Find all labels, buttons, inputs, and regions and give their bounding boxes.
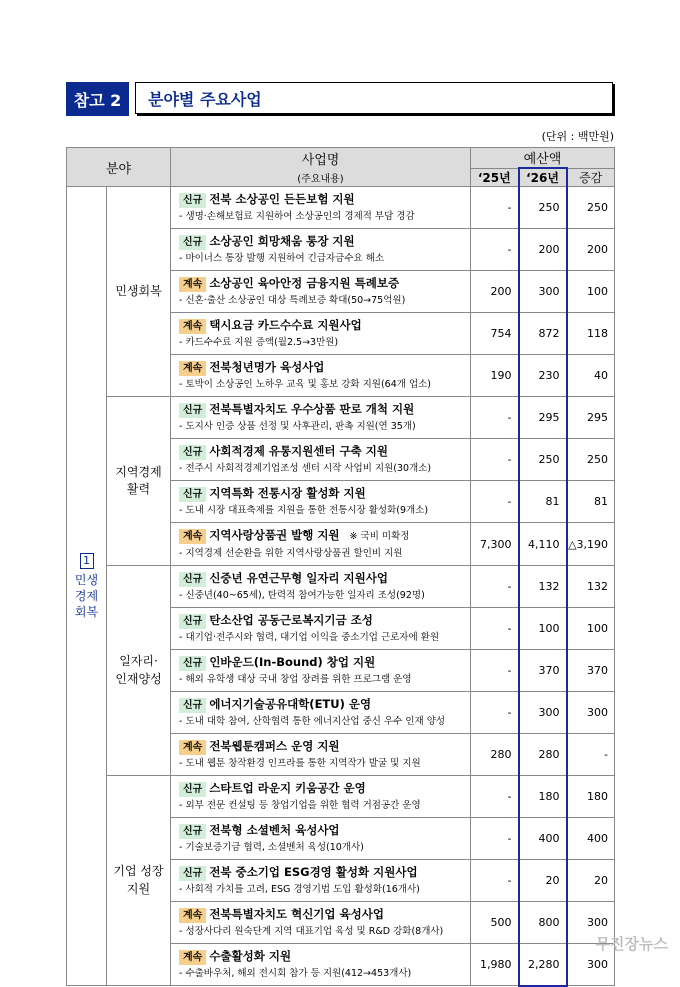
project-description: - 카드수수료 지원 증액(월2.5→3만원) — [179, 337, 339, 348]
budget-diff-cell: 40 — [567, 355, 615, 397]
project-cell — [171, 229, 471, 271]
project-title-line — [179, 696, 466, 713]
budget-2025-cell: - — [471, 860, 519, 902]
budget-2026-cell: 230 — [519, 355, 567, 397]
budget-diff-cell: 295 — [567, 397, 615, 439]
budget-2025-cell: 1,980 — [471, 944, 519, 986]
table-row — [67, 776, 615, 818]
budget-2026-cell: 81 — [519, 481, 567, 523]
project-description: - 마이너스 통장 발행 지원하여 긴급자금수요 해소 — [179, 253, 385, 264]
budget-diff-cell: 118 — [567, 313, 615, 355]
project-cell — [171, 650, 471, 692]
continuing-tag: 계속 — [179, 740, 206, 755]
budget-2025-cell: - — [471, 229, 519, 271]
budget-2026-cell: 300 — [519, 692, 567, 734]
project-description: - 기술보증기금 협력, 소셜벤처 육성(10개사) — [179, 842, 364, 853]
budget-2025-cell: - — [471, 692, 519, 734]
budget-2025-cell: 280 — [471, 734, 519, 776]
project-title-line — [179, 780, 466, 797]
category-cell — [67, 187, 107, 986]
table-row — [67, 397, 615, 439]
watermark: 무진장뉴스 — [595, 935, 668, 953]
project-title-line — [179, 570, 466, 587]
budget-diff-cell: 180 — [567, 776, 615, 818]
project-description: - 도내 웹툰 창작환경 인프라를 통한 지역작가 발굴 및 지원 — [179, 758, 421, 769]
project-description: - 신중년(40~65세), 탄력적 참여가능한 일자리 조성(92명) — [179, 590, 425, 601]
new-tag: 신규 — [179, 572, 206, 587]
project-title: 소상공인 희망채움 통장 지원 — [209, 234, 355, 248]
unit-label: (단위 : 백만원) — [541, 130, 614, 143]
project-title: 사회적경제 유통지원센터 구축 지원 — [209, 444, 388, 458]
budget-2025-cell: 754 — [471, 313, 519, 355]
budget-2025-cell: - — [471, 818, 519, 860]
project-title-line — [179, 527, 466, 545]
project-title-line — [179, 906, 466, 923]
project-title-line — [179, 317, 466, 334]
project-cell — [171, 313, 471, 355]
project-cell — [171, 944, 471, 986]
budget-2025-cell: 200 — [471, 271, 519, 313]
table-row — [67, 187, 615, 229]
budget-2025-cell: - — [471, 397, 519, 439]
budget-2026-cell: 400 — [519, 818, 567, 860]
project-title: 전북특별자치도 혁신기업 육성사업 — [209, 907, 384, 921]
budget-diff-cell: 400 — [567, 818, 615, 860]
table-body — [67, 187, 615, 986]
budget-2026-cell: 20 — [519, 860, 567, 902]
budget-diff-cell: 100 — [567, 608, 615, 650]
project-cell — [171, 481, 471, 523]
project-title-line — [179, 864, 466, 881]
budget-2025-cell: 500 — [471, 902, 519, 944]
project-title-line — [179, 401, 466, 418]
header-business — [171, 148, 471, 187]
new-tag: 신규 — [179, 698, 206, 713]
budget-table — [66, 147, 615, 987]
budget-2026-cell: 280 — [519, 734, 567, 776]
project-cell — [171, 902, 471, 944]
project-cell — [171, 355, 471, 397]
project-note: ※ 국비 미확정 — [349, 531, 410, 542]
project-description: - 신혼·출산 소상공인 대상 특례보증 확대(50→75억원) — [179, 295, 406, 306]
project-cell — [171, 734, 471, 776]
category-number: 1 — [80, 553, 94, 569]
new-tag: 신규 — [179, 782, 206, 797]
project-title: 전북특별자치도 우수상품 판로 개척 지원 — [209, 402, 415, 416]
continuing-tag: 계속 — [179, 908, 206, 923]
project-title-line — [179, 191, 466, 208]
budget-2026-cell: 370 — [519, 650, 567, 692]
continuing-tag: 계속 — [179, 529, 206, 544]
project-description: - 대기업·전주시와 협력, 대기업 이익을 중소기업 근로자에 환원 — [179, 632, 440, 643]
project-title: 전북형 소셜벤처 육성사업 — [209, 823, 340, 837]
header-field: 분야 — [67, 148, 171, 187]
new-tag: 신규 — [179, 235, 206, 250]
project-title-line — [179, 654, 466, 671]
budget-2026-cell: 4,110 — [519, 523, 567, 566]
project-cell — [171, 523, 471, 566]
budget-2026-cell: 180 — [519, 776, 567, 818]
project-title-line — [179, 359, 466, 376]
project-cell — [171, 439, 471, 481]
new-tag: 신규 — [179, 487, 206, 502]
header-2025: ‘25년 — [471, 168, 519, 187]
project-description: - 성장사다리 원숙단계 지역 대표기업 육성 및 R&D 강화(8개사) — [179, 926, 444, 937]
project-cell — [171, 692, 471, 734]
budget-2025-cell: - — [471, 439, 519, 481]
budget-2026-cell: 2,280 — [519, 944, 567, 986]
project-title: 탄소산업 공동근로복지기금 조성 — [209, 613, 373, 627]
project-title-line — [179, 822, 466, 839]
budget-2026-cell: 300 — [519, 271, 567, 313]
project-title: 신중년 유연근무형 일자리 지원사업 — [209, 571, 388, 585]
project-title: 택시요금 카드수수료 지원사업 — [209, 318, 362, 332]
project-description: - 지역경제 선순환을 위한 지역사랑상품권 할인비 지원 — [179, 548, 403, 559]
budget-diff-cell: 370 — [567, 650, 615, 692]
budget-2025-cell: - — [471, 566, 519, 608]
continuing-tag: 계속 — [179, 361, 206, 376]
project-title: 에너지기술공유대학(ETU) 운영 — [209, 697, 372, 711]
project-title: 지역특화 전통시장 활성화 지원 — [209, 486, 366, 500]
table-row — [67, 566, 615, 608]
header-2026: ‘26년 — [519, 168, 567, 187]
project-description: - 해외 유학생 대상 국내 창업 장려를 위한 프로그램 운영 — [179, 674, 412, 685]
new-tag: 신규 — [179, 824, 206, 839]
project-description: - 도지사 인증 상품 선정 및 사후관리, 판촉 지원(연 35개) — [179, 421, 416, 432]
budget-2025-cell: 7,300 — [471, 523, 519, 566]
header-budget: 예산액 — [471, 148, 615, 169]
budget-2025-cell: - — [471, 608, 519, 650]
header-diff: 증감 — [567, 168, 615, 187]
subcategory-cell: 지역경제 활력 — [107, 397, 171, 566]
header-business-sub: (주요내용) — [297, 174, 344, 185]
new-tag: 신규 — [179, 614, 206, 629]
budget-2025-cell: - — [471, 187, 519, 229]
new-tag: 신규 — [179, 866, 206, 881]
budget-2026-cell: 250 — [519, 187, 567, 229]
project-description: - 외부 전문 컨설팅 등 창업기업을 위한 협력 거점공간 운영 — [179, 800, 421, 811]
budget-diff-cell: 81 — [567, 481, 615, 523]
section-title: 분야별 주요사업 — [135, 82, 613, 114]
project-cell — [171, 566, 471, 608]
project-cell — [171, 397, 471, 439]
category-name: 민생경제회복 — [74, 572, 99, 620]
budget-2026-cell: 872 — [519, 313, 567, 355]
project-title: 지역사랑상품권 발행 지원 — [209, 528, 340, 542]
budget-2026-cell: 100 — [519, 608, 567, 650]
budget-2026-cell: 295 — [519, 397, 567, 439]
budget-2025-cell: - — [471, 776, 519, 818]
project-description: - 전주시 사회적경제기업조성 센터 시작 사업비 지원(30개소) — [179, 463, 432, 474]
project-title: 소상공인 육아안정 금융지원 특례보증 — [209, 276, 400, 290]
subcategory-cell: 기업 성장지원 — [107, 776, 171, 986]
project-title-line — [179, 738, 466, 755]
project-title-line — [179, 275, 466, 292]
new-tag: 신규 — [179, 656, 206, 671]
project-cell — [171, 818, 471, 860]
project-cell — [171, 271, 471, 313]
project-title: 전북웹툰캠퍼스 운영 지원 — [209, 739, 340, 753]
budget-2026-cell: 800 — [519, 902, 567, 944]
new-tag: 신규 — [179, 445, 206, 460]
subcategory-cell: 일자리· 인재양성 — [107, 566, 171, 776]
budget-diff-cell: 20 — [567, 860, 615, 902]
subcategory-cell: 민생회복 — [107, 187, 171, 397]
budget-diff-cell: 132 — [567, 566, 615, 608]
budget-diff-cell: 200 — [567, 229, 615, 271]
project-description: - 수출바우처, 해외 전시회 참가 등 지원(412→453개사) — [179, 968, 412, 979]
continuing-tag: 계속 — [179, 319, 206, 334]
project-title-line — [179, 443, 466, 460]
project-title-line — [179, 948, 466, 965]
project-description: - 사회적 가치를 고려, ESG 경영기법 도입 활성화(16개사) — [179, 884, 420, 895]
budget-diff-cell: 300 — [567, 944, 615, 986]
project-title: 전북 중소기업 ESG경영 활성화 지원사업 — [209, 865, 418, 879]
project-cell — [171, 187, 471, 229]
project-description: - 생명·손해보험료 지원하여 소상공인의 경제적 부담 경감 — [179, 211, 415, 222]
reference-badge: 참고 2 — [66, 82, 129, 116]
project-description: - 토박이 소상공인 노하우 교육 및 홍보 강화 지원(64개 업소) — [179, 379, 432, 390]
budget-2025-cell: - — [471, 650, 519, 692]
project-cell — [171, 608, 471, 650]
project-description: - 도내 시장 대표축제를 지원을 통한 전통시장 활성화(9개소) — [179, 505, 429, 516]
project-title: 전북 소상공인 든든보험 지원 — [209, 192, 355, 206]
budget-2026-cell: 200 — [519, 229, 567, 271]
new-tag: 신규 — [179, 403, 206, 418]
budget-diff-cell: 250 — [567, 439, 615, 481]
project-title-line — [179, 485, 466, 502]
continuing-tag: 계속 — [179, 950, 206, 965]
budget-diff-cell: △3,190 — [567, 523, 615, 566]
project-description: - 도내 대학 참여, 산학협력 통한 에너지산업 중신 우수 인재 양성 — [179, 716, 446, 727]
section-header — [66, 82, 615, 116]
project-title: 수출활성화 지원 — [209, 949, 292, 963]
project-title: 전북청년명가 육성사업 — [209, 360, 325, 374]
project-title: 스타트업 라운지 키움공간 운영 — [209, 781, 366, 795]
project-title-line — [179, 612, 466, 629]
budget-diff-cell: 300 — [567, 692, 615, 734]
budget-diff-cell: 100 — [567, 271, 615, 313]
budget-2026-cell: 132 — [519, 566, 567, 608]
continuing-tag: 계속 — [179, 277, 206, 292]
budget-diff-cell: 250 — [567, 187, 615, 229]
new-tag: 신규 — [179, 193, 206, 208]
budget-diff-cell: 300 — [567, 902, 615, 944]
project-cell — [171, 860, 471, 902]
budget-diff-cell: - — [567, 734, 615, 776]
project-cell — [171, 776, 471, 818]
project-title-line — [179, 233, 466, 250]
budget-2025-cell: - — [471, 481, 519, 523]
header-business-name: 사업명 — [301, 153, 340, 168]
project-title: 인바운드(In-Bound) 창업 지원 — [209, 655, 376, 669]
budget-2026-cell: 250 — [519, 439, 567, 481]
budget-2025-cell: 190 — [471, 355, 519, 397]
